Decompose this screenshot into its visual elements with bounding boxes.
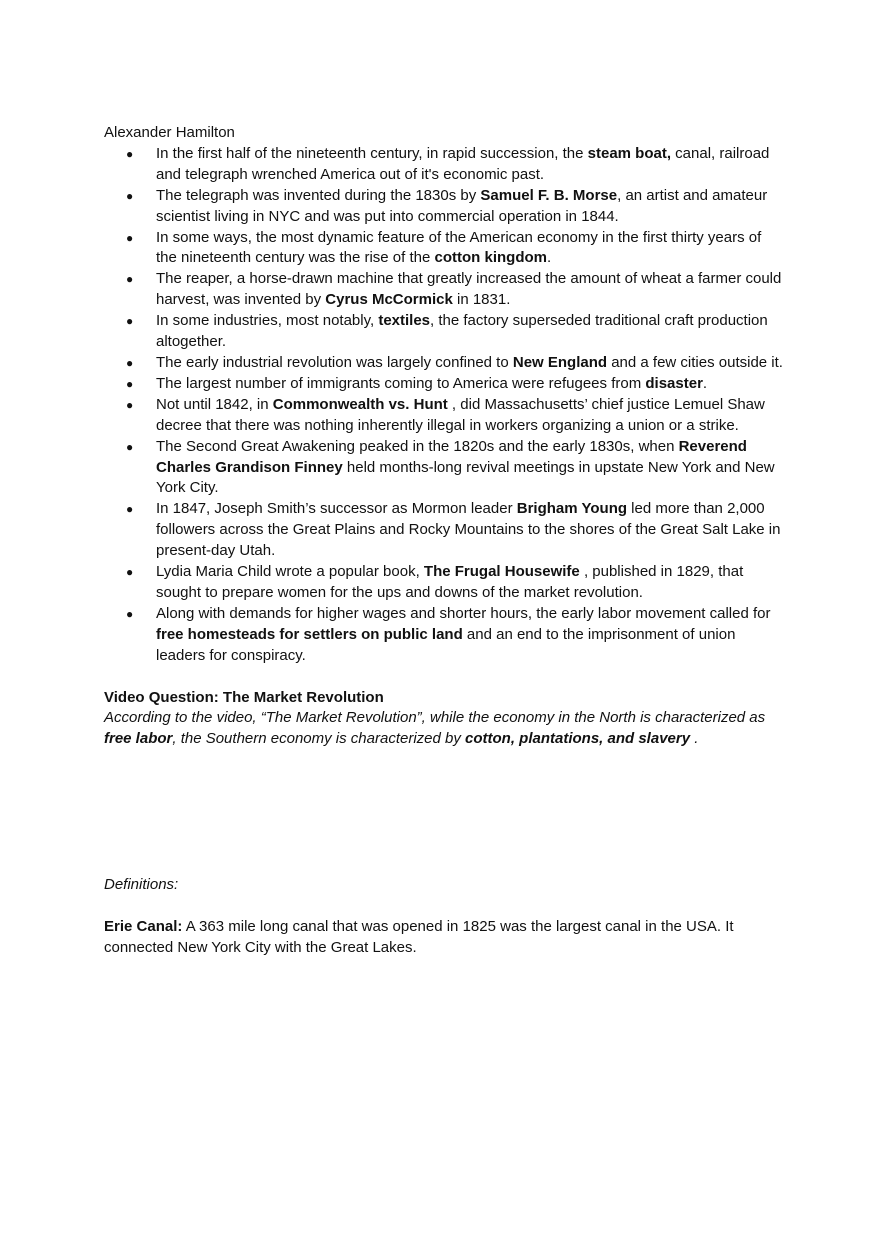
- text-run: , the factory superseded traditional craft production altogether.: [156, 312, 768, 351]
- text-run: and an end to the imprisonment of union leaders for conspiracy.: [156, 625, 736, 664]
- bullet-icon: ●: [126, 188, 134, 203]
- bullet-icon: ●: [126, 314, 134, 329]
- text-run: Along with demands for higher wages and shorter hours, the early labor movement called for: [156, 604, 771, 622]
- text-run: , an artist and amateur scientist living in NYC and was put into commercial operation in 1844.: [156, 186, 768, 225]
- bold-text: The Frugal Housewife: [423, 563, 580, 581]
- bold-text: New England: [512, 353, 608, 371]
- text-run: , did Massachusetts’ chief justice Lemuel Shaw decree that there was nothing inherently illegal in workers organizing a union or a strike.: [156, 395, 765, 434]
- text-run: In the first half of the nineteenth century, in rapid succession, the: [156, 144, 588, 162]
- bullet-item: [104, 499, 784, 562]
- bold-text: free homesteads for settlers on public land: [156, 625, 463, 643]
- bullet-item: [104, 353, 784, 374]
- text-run: The telegraph was invented during the 1830s by: [156, 186, 481, 204]
- definitions-label: Definitions:: [104, 876, 179, 894]
- bullet-icon: ●: [126, 606, 134, 621]
- bullet-icon: ●: [126, 502, 134, 517]
- bullet-icon: ●: [126, 397, 134, 412]
- bullet-icon: ●: [126, 376, 134, 391]
- text-run: Not until 1842, in: [156, 395, 273, 413]
- bold-text: Reverend Charles Grandison Finney: [156, 437, 747, 476]
- notes-list: [104, 144, 784, 667]
- bold-text: Cyrus McCormick: [325, 291, 453, 309]
- text-run: canal, railroad and telegraph wrenched America out of it's economic past.: [156, 144, 770, 183]
- text-run: held months-long revival meetings in upstate New York and New York City.: [156, 458, 775, 497]
- bullet-item: [104, 311, 784, 353]
- text-run: In some industries, most notably,: [156, 312, 379, 330]
- definition-text: A 363 mile long canal that was opened in 1825 was the largest canal in the USA. It connected New York City with the Great Lakes.: [104, 918, 734, 957]
- text-run: , published in 1829, that sought to prepare women for the ups and downs of the market revolution.: [156, 563, 744, 601]
- bullet-item: [104, 269, 784, 311]
- text-run: .: [702, 374, 708, 392]
- bold-text: textiles: [378, 312, 431, 330]
- bullet-icon: ●: [126, 439, 134, 454]
- bullet-item: [104, 395, 784, 437]
- text-run: The Second Great Awakening peaked in the 1820s and the early 1830s, when: [156, 437, 679, 455]
- bold-text: disaster: [645, 374, 703, 392]
- bullet-icon: ●: [126, 146, 134, 161]
- bullet-item: [104, 437, 784, 500]
- text-run: The reaper, a horse-drawn machine that greatly increased the amount of wheat a farmer could harvest, was invented by: [156, 270, 782, 309]
- bold-text: Commonwealth vs. Hunt: [272, 395, 448, 413]
- bullet-icon: ●: [126, 355, 134, 370]
- text-run: .: [547, 249, 552, 267]
- bold-text: cotton, plantations, and slavery: [465, 730, 691, 748]
- text-run: led more than 2,000 followers across the Great Plains and Rocky Mountains to the shores of the Great Salt Lake in present-day Utah.: [156, 500, 781, 560]
- text-run: and a few cities outside it.: [607, 353, 783, 371]
- document-heading: Alexander Hamilton: [104, 124, 235, 141]
- definition-term: Erie Canal:: [104, 918, 183, 936]
- document-page: [104, 123, 784, 959]
- bullet-item: [104, 144, 784, 186]
- text-run: In 1847, Joseph Smith’s successor as Mormon leader: [156, 500, 517, 518]
- text-run: According to the video, “The Market Revolution”, while the economy in the North is characterized as: [104, 709, 766, 727]
- bullet-item: [104, 228, 784, 270]
- video-question-answer: [104, 708, 784, 750]
- bullet-item: [104, 374, 784, 395]
- bullet-item: [104, 562, 784, 604]
- text-run: In some ways, the most dynamic feature of the American economy in the first thirty years of the nineteenth century was the rise of the: [156, 228, 762, 267]
- definitions-list: [104, 917, 784, 959]
- text-run: The largest number of immigrants coming to America were refugees from: [156, 374, 646, 392]
- definition-item: [104, 917, 784, 959]
- text-run: , the Southern economy is characterized by: [172, 730, 466, 748]
- bullet-icon: ●: [126, 230, 134, 245]
- bold-text: cotton kingdom: [434, 249, 548, 267]
- video-question-title: Video Question: The Market Revolution: [104, 688, 384, 706]
- bold-text: Samuel F. B. Morse: [480, 186, 618, 204]
- text-run: Lydia Maria Child wrote a popular book,: [156, 563, 424, 581]
- bullet-item: [104, 186, 784, 228]
- text-run: in 1831.: [452, 291, 511, 309]
- bullet-icon: ●: [126, 272, 134, 287]
- bold-text: Brigham Young: [516, 500, 628, 518]
- bullet-icon: ●: [126, 565, 134, 580]
- bullet-item: [104, 604, 784, 667]
- text-run: The early industrial revolution was largely confined to: [156, 353, 513, 371]
- bold-text: steam boat,: [587, 144, 671, 162]
- text-run: .: [690, 730, 699, 748]
- bold-text: free labor: [104, 730, 173, 748]
- video-question-section: [104, 688, 784, 751]
